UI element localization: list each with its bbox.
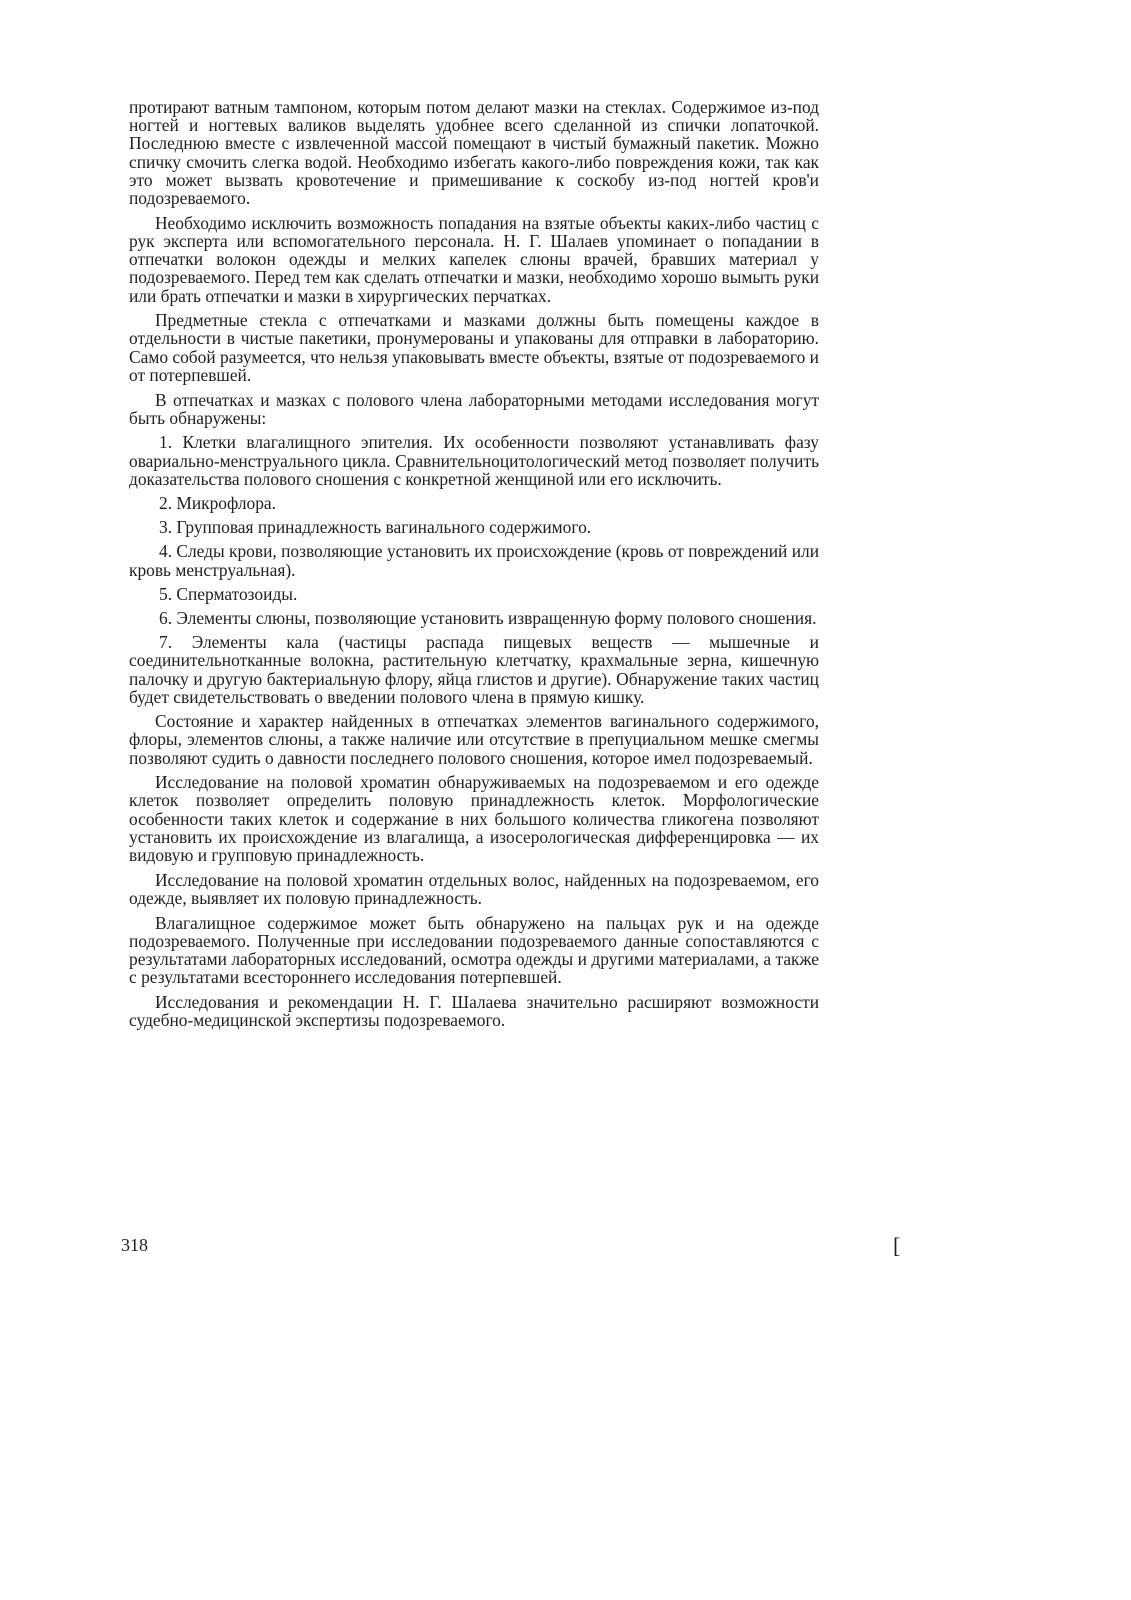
list-item: 5. Сперматозоиды. <box>159 583 298 604</box>
paragraph: Предметные стекла с отпечатками и мазками должны быть помещены каждое в отдельности в чистые пакетики, пронумерованы и упакованы для отправки в лабораторию. Само собой разумеется, что нельзя упаковывать вместе объекты, взятые от подозреваемого и от потерпевшей. <box>129 310 819 385</box>
list-item: 7. Элементы кала (частицы распада пищевых веществ — мышечные и соединительнотканные волокна, растительную клетчатку, крахмальные зерна, кишечную палочку и другую бактериальную флору, яйца глистов и другие). Обнаружение таких частиц будет свидетельствовать о введении полового члена в прямую кишку. <box>129 632 819 707</box>
paragraph: Необходимо исключить возможность попадания на взятые объекты каких-либо частиц с рук эксперта или вспомогательного персонала. Н. Г. Шалаев упоминает о попадании в отпечатки волокон одежды и мелких капелек слюны врачей, бравших материал у подозреваемого. Перед тем как сделать отпечатки и мазки, необходимо хорошо вымыть руки или брать отпечатки и мазки в хирургических перчатках. <box>129 212 819 306</box>
paragraph: протирают ватным тампоном, которым потом делают мазки на стеклах. Содержимое из-под ногтей и ногтевых валиков выделять удобнее всего сделанной из спички лопаточкой. Последнюю вместе с извлеченной массой помещают в чистый бумажный пакетик. Можно спичку смочить слегка водой. Необходимо избегать какого-либо повреждения кожи, так как это может вызвать кровотечение и примешивание к соскобу из-под ногтей кров'и подозреваемого. <box>129 97 819 209</box>
paragraph: Влагалищное содержимое может быть обнаружено на пальцах рук и на одежде подозреваемого. Полученные при исследовании подозреваемого данные сопоставляются с результатами лабораторных исследований, осмотра одежды и другими материалами, а также с результатами всестороннего исследования потерпевшей. <box>129 912 819 988</box>
paragraph: Состояние и характер найденных в отпечатках элементов вагинального содержимого, флоры, элементов слюны, а также наличие или отсутствие в препуциальном мешке смегмы позволяют судить о давности последнего полового сношения, которое имел подозреваемый. <box>129 711 819 768</box>
list-item: 2. Микрофлора. <box>159 493 276 514</box>
page-number: 318 <box>121 1235 148 1255</box>
paragraph: Исследование на половой хроматин обнаруживаемых на подозреваемом и его одежде клеток позволяет определить половую принадлежность клеток. Морфологические особенности таких клеток и содержание в них большого количества гликогена позволяют установить их происхождение из влагалища, а изосерологическая дифференцировка — их видовую и групповую принадлежность. <box>129 772 819 866</box>
paragraph: Исследование на половой хроматин отдельных волос, найденных на подозреваемом, его одежде, выявляет их половую принадлежность. <box>129 869 819 908</box>
list-item: 6. Элементы слюны, позволяющие установить извращенную форму полового сношения. <box>159 608 817 629</box>
margin-mark: [ <box>893 1233 901 1258</box>
list-item: 1. Клетки влагалищного эпителия. Их особенности позволяют устанавливать фазу овариально-менструального цикла. Сравнительноцитологический метод позволяет получить доказательства полового сношения с конкретной женщиной или его исключить. <box>129 432 819 489</box>
paragraph: Исследования и рекомендации Н. Г. Шалаева значительно расширяют возможности судебно-медицинской экспертизы подозреваемого. <box>129 991 819 1031</box>
list-item: 3. Групповая принадлежность вагинального содержимого. <box>159 517 592 538</box>
body-text <box>129 98 819 1036</box>
list-item: 4. Следы крови, позволяющие установить их происхождение (кровь от повреждений или кровь менструальная). <box>129 541 820 580</box>
paragraph: В отпечатках и мазках с полового члена лабораторными методами исследования могут быть обнаружены: <box>129 389 819 428</box>
